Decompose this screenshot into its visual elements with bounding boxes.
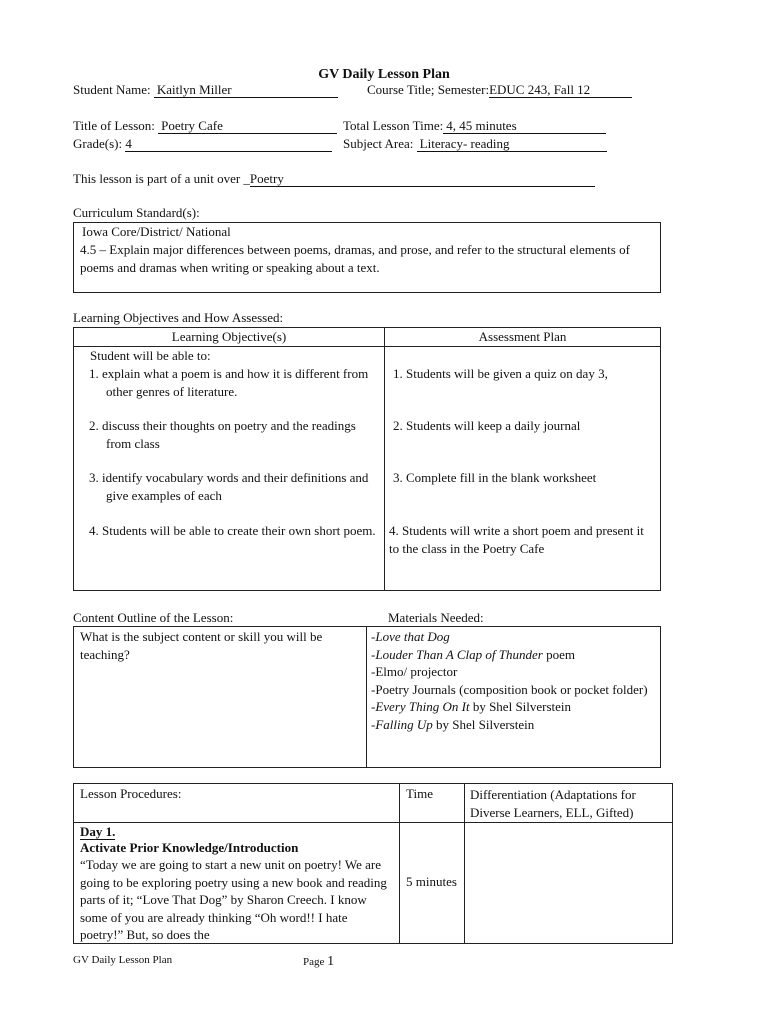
materials-label: Materials Needed: bbox=[388, 610, 484, 625]
objective-item: 2. discuss their thoughts on poetry and the readings from class bbox=[89, 418, 356, 451]
course-label: Course Title; Semester: bbox=[367, 82, 490, 97]
page-number bbox=[303, 954, 334, 970]
day-label: Day 1. bbox=[80, 824, 116, 839]
student-name-label: Student Name: bbox=[73, 82, 151, 97]
material-item: -Every Thing On It by Shel Silverstein bbox=[371, 699, 572, 714]
course-row bbox=[367, 82, 632, 98]
total-time-label: Total Lesson Time: bbox=[343, 118, 444, 133]
lesson-title-value: Poetry Cafe bbox=[158, 119, 337, 134]
total-time-value: 4, 45 minutes bbox=[443, 119, 606, 134]
objective-item: 1. explain what a poem is and how it is different from other genres of literature. bbox=[89, 366, 369, 399]
objective-item: 3. identify vocabulary words and their definitions and give examples of each bbox=[89, 470, 369, 503]
student-name-row bbox=[73, 82, 338, 98]
day-heading bbox=[80, 824, 115, 840]
page-label: Page bbox=[303, 956, 325, 968]
material-item: -Falling Up by Shel Silverstein bbox=[371, 716, 535, 732]
assessment-item: 4. Students will write a short poem and present it to the class in the Poetry Cafe bbox=[389, 523, 644, 556]
objectives-table bbox=[73, 327, 661, 591]
procedure-time: 5 minutes bbox=[406, 874, 457, 889]
footer-title: GV Daily Lesson Plan bbox=[73, 954, 173, 966]
procedures-divider-1 bbox=[399, 784, 400, 943]
objectives-header-divider bbox=[74, 346, 660, 347]
materials-list bbox=[371, 628, 656, 733]
material-item: -Elmo/ projector bbox=[371, 664, 458, 679]
page-title: GV Daily Lesson Plan bbox=[318, 67, 450, 82]
material-item: -Love that Dog bbox=[371, 629, 450, 644]
procedures-column-header: Lesson Procedures: bbox=[80, 786, 182, 801]
grade-label: Grade(s): bbox=[73, 136, 123, 151]
standards-box bbox=[73, 222, 661, 293]
unit-label: This lesson is part of a unit over _ bbox=[73, 171, 250, 186]
total-time-row bbox=[343, 118, 606, 134]
assessment-column-header: Assessment Plan bbox=[478, 329, 567, 344]
unit-value: Poetry bbox=[250, 172, 595, 187]
procedure-text: “Today we are going to start a new unit on poetry! We are going to be exploring poetry using a new book and reading parts of it; “Love That Dog” by Sharon Creech. I know some of you are already thinking “Oh word!! I hate poetry!” But, so does the bbox=[80, 857, 387, 942]
subject-label: Subject Area: bbox=[343, 136, 414, 151]
lesson-title-label: Title of Lesson: bbox=[73, 118, 155, 133]
student-name-value: Kaitlyn Miller bbox=[154, 83, 338, 98]
objectives-intro: Student will be able to: bbox=[90, 348, 211, 363]
assessment-item: 3. Complete fill in the blank worksheet bbox=[393, 470, 597, 485]
standards-line-2: 4.5 – Explain major differences between poems, dramas, and prose, and refer to the structural elements of poems and dramas when writing or speaking about a text. bbox=[80, 242, 630, 275]
course-value: EDUC 243, Fall 12 bbox=[489, 83, 632, 98]
grade-value: 4 bbox=[125, 137, 332, 152]
differentiation-column-header: Differentiation (Adaptations for Diverse Learners, ELL, Gifted) bbox=[470, 787, 636, 820]
material-item: -Poetry Journals (composition book or pocket folder) bbox=[371, 681, 648, 697]
content-outline-text: What is the subject content or skill you will be teaching? bbox=[80, 629, 323, 662]
objective-item: 4. Students will be able to create their own short poem. bbox=[89, 523, 376, 538]
objective-column-header: Learning Objective(s) bbox=[171, 329, 287, 344]
content-outline-label: Content Outline of the Lesson: bbox=[73, 610, 234, 625]
standards-line-1: Iowa Core/District/ National bbox=[82, 224, 231, 239]
content-table bbox=[73, 626, 661, 768]
objectives-column-divider bbox=[384, 328, 385, 590]
objectives-label: Learning Objectives and How Assessed: bbox=[73, 310, 284, 325]
assessment-item: 2. Students will keep a daily journal bbox=[393, 418, 581, 433]
unit-row bbox=[73, 171, 595, 187]
section-heading: Activate Prior Knowledge/Introduction bbox=[80, 840, 299, 855]
time-column-header: Time bbox=[406, 786, 433, 801]
assessment-item: 1. Students will be given a quiz on day 3, bbox=[393, 366, 608, 381]
page-number-value: 1 bbox=[327, 954, 335, 969]
content-column-divider bbox=[366, 627, 367, 767]
procedures-table bbox=[73, 783, 673, 944]
subject-value: Literacy- reading bbox=[417, 137, 607, 152]
procedures-header-divider bbox=[74, 822, 672, 823]
procedures-divider-2 bbox=[464, 784, 465, 943]
grade-row bbox=[73, 136, 332, 152]
lesson-title-row bbox=[73, 118, 337, 134]
material-item: -Louder Than A Clap of Thunder poem bbox=[371, 646, 575, 662]
subject-row bbox=[343, 136, 607, 152]
standards-label: Curriculum Standard(s): bbox=[73, 205, 200, 220]
